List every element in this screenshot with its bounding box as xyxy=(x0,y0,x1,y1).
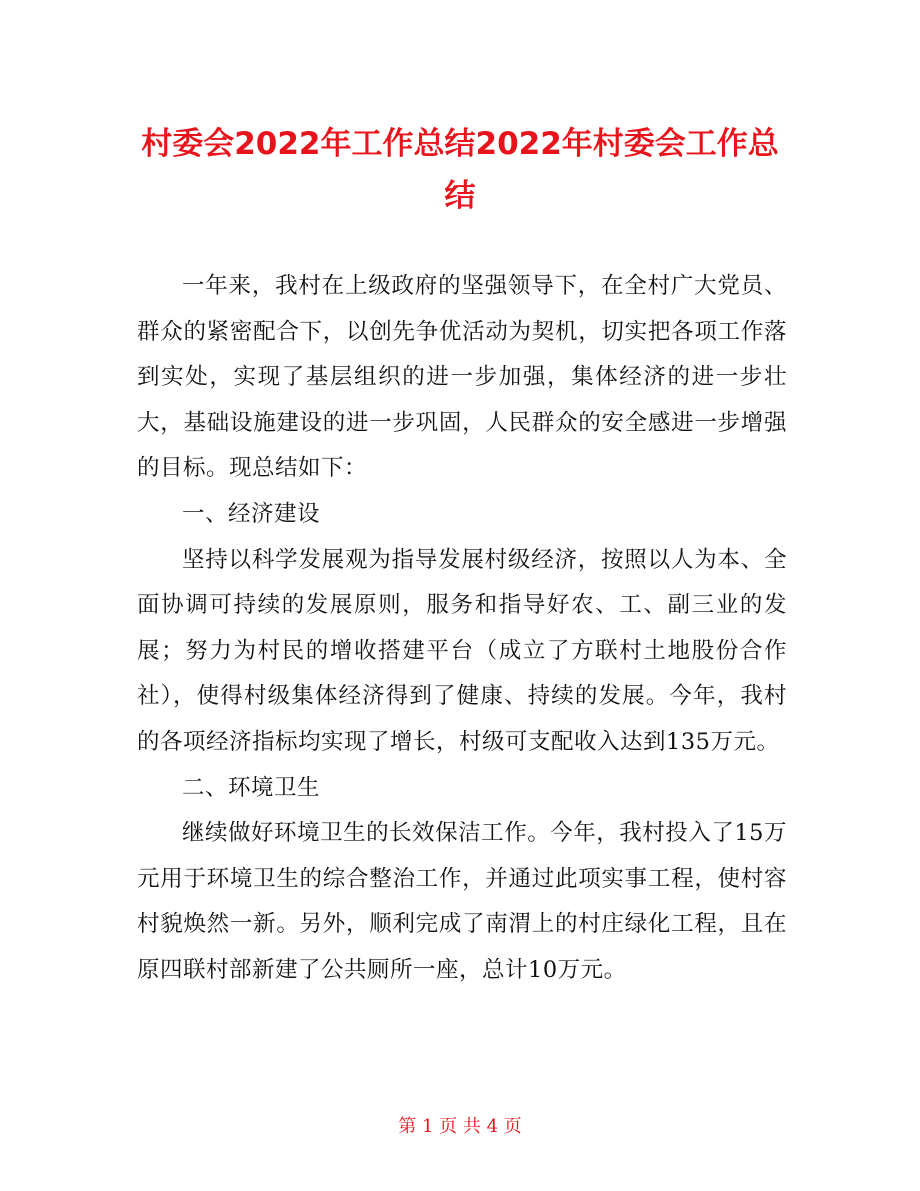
section-heading-environment: 二、环境卫生 xyxy=(182,774,321,801)
paragraph-economy: 坚持以科学发展观为指导发展村级经济，按照以人为本、全面协调可持续的发展原则，服务和指导好农、工、副三业的发展；努力为村民的增收搭建平台（成立了方联村土地股份合作社），使得村级集体经济得到了健康、持续的发展。今年，我村的各项经济指标均实现了增长，村级可支配收入达到135万元。 xyxy=(137,546,787,755)
document-title: 村委会2022年工作总结2022年村委会工作总结 xyxy=(141,126,779,214)
document-body xyxy=(137,264,787,994)
page-number-footer: 第 1 页 共 4 页 xyxy=(398,1116,522,1137)
paragraph-intro: 一年来，我村在上级政府的坚强领导下，在全村广大党员、群众的紧密配合下，以创先争优活动为契机，切实把各项工作落到实处，实现了基层组织的进一步加强，集体经济的进一步壮大，基础设施建设的进一步巩固，人民群众的安全感进一步增强的目标。现总结如下： xyxy=(137,273,787,482)
paragraph-environment: 继续做好环境卫生的长效保洁工作。今年，我村投入了15万元用于环境卫生的综合整治工作，并通过此项实事工程，使村容村貌焕然一新。另外，顺利完成了南渭上的村庄绿化工程，且在原四联村部新建了公共厕所一座，总计10万元。 xyxy=(137,820,787,983)
section-heading-economy: 一、经济建设 xyxy=(182,500,321,527)
